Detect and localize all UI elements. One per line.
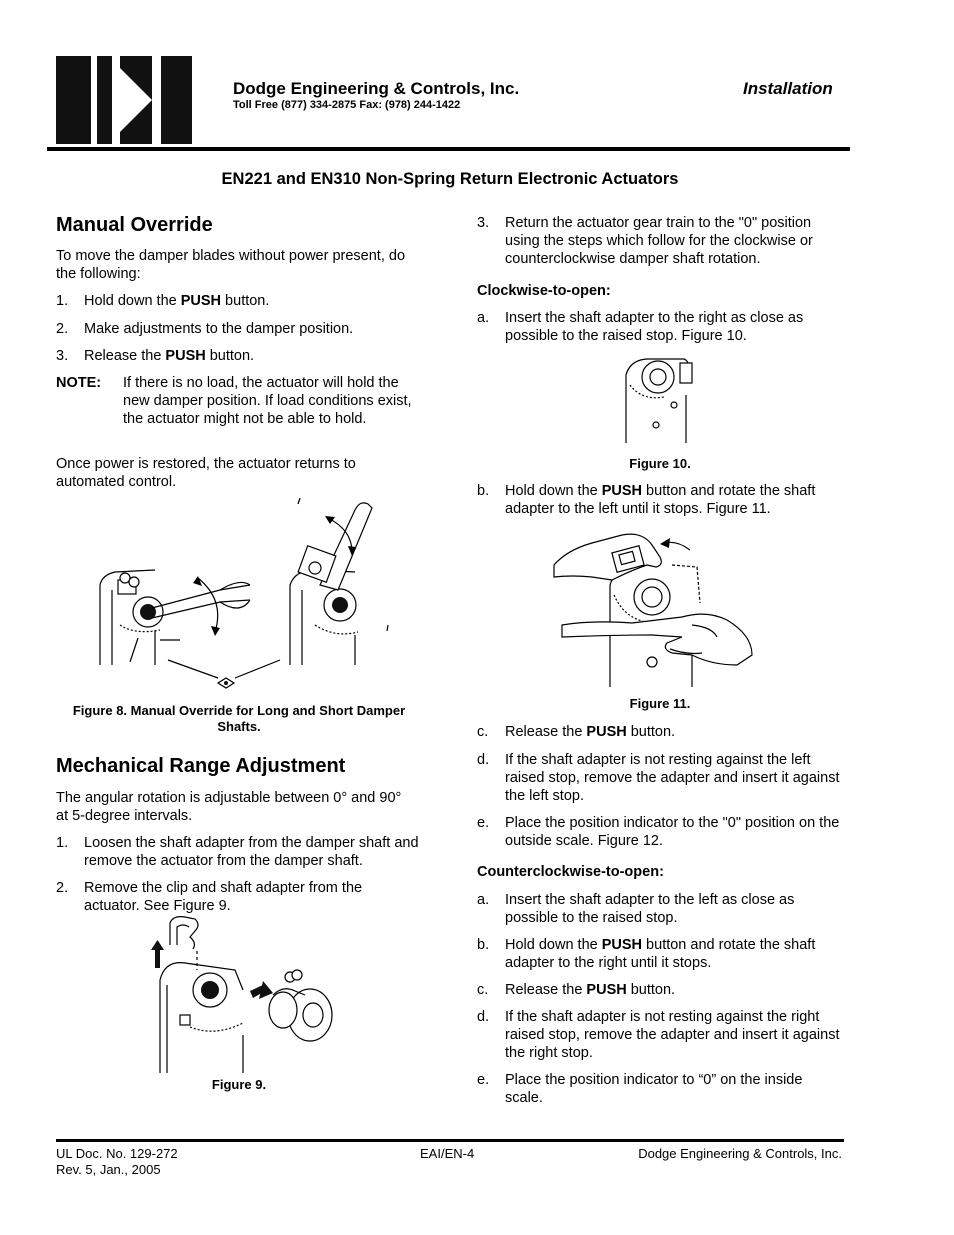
step-number: a. bbox=[477, 892, 490, 908]
figure-10-illustration bbox=[622, 355, 702, 445]
cw-step-b bbox=[477, 482, 847, 517]
footer-revision: Rev. 5, Jan., 2005 bbox=[56, 1162, 161, 1177]
step-number: a. bbox=[477, 310, 490, 326]
footer-code: EAI/EN-4 bbox=[420, 1146, 475, 1161]
step-number: d. bbox=[477, 752, 490, 768]
step-number: b. bbox=[477, 483, 490, 499]
cw-step-d bbox=[477, 751, 847, 804]
figure-9-illustration bbox=[145, 915, 345, 1075]
figure-10-caption: Figure 10. bbox=[629, 456, 691, 471]
step-number: c. bbox=[477, 982, 489, 998]
company-logo bbox=[56, 56, 192, 144]
note-text: If there is no load, the actuator will hold the new damper position. If load conditions exist, the actuator might not be able to hold. bbox=[123, 375, 412, 427]
contact-phone-fax: Toll Free (877) 334-2875 Fax: (978) 244-1422 bbox=[233, 99, 461, 111]
clockwise-to-open-label: Clockwise-to-open: bbox=[477, 283, 611, 299]
step-text: Hold down the PUSH button. bbox=[84, 293, 270, 309]
step-number: 2. bbox=[56, 880, 69, 896]
step-text: Make adjustments to the damper position. bbox=[84, 321, 354, 337]
step-number: 1. bbox=[56, 835, 69, 851]
footer-doc-number: UL Doc. No. 129-272 bbox=[56, 1146, 178, 1161]
step-text: Place the position indicator to “0” on the inside scale. bbox=[505, 1072, 803, 1106]
step-text: Place the position indicator to the "0" position on the outside scale. Figure 12. bbox=[505, 815, 840, 849]
manual-override-intro: To move the damper blades without power present, do the following: bbox=[56, 248, 406, 282]
cw-step-a bbox=[477, 309, 847, 344]
manual-override-outro: Once power is restored, the actuator returns to automated control. bbox=[56, 456, 356, 490]
step-number: e. bbox=[477, 1072, 490, 1088]
cw-step-e bbox=[477, 814, 847, 849]
step-text: Hold down the PUSH button and rotate the shaft adapter to the right until it stops. bbox=[505, 937, 816, 971]
step-text: Release the PUSH button. bbox=[505, 982, 676, 998]
mo-step-1 bbox=[56, 292, 270, 310]
footer-rule bbox=[56, 1139, 844, 1142]
section-label: Installation bbox=[743, 79, 833, 98]
mechanical-intro: The angular rotation is adjustable between 0° and 90° at 5-degree intervals. bbox=[56, 790, 402, 824]
header-rule bbox=[47, 147, 850, 151]
step-number: 1. bbox=[56, 293, 69, 309]
figure-11-caption: Figure 11. bbox=[629, 696, 691, 711]
step-number: 2. bbox=[56, 321, 69, 337]
step-text: Release the PUSH button. bbox=[84, 348, 255, 364]
step-number: b. bbox=[477, 937, 490, 953]
figure-8-caption: Figure 8. Manual Override for Long and Short Damper Shafts. bbox=[72, 703, 406, 734]
step-number: 3. bbox=[56, 348, 69, 364]
mo-step-2 bbox=[56, 320, 354, 338]
step-3 bbox=[477, 214, 847, 267]
mr-step-1 bbox=[56, 834, 426, 869]
counterclockwise-to-open-label: Counterclockwise-to-open: bbox=[477, 864, 664, 880]
document-title: EN221 and EN310 Non-Spring Return Electronic Actuators bbox=[221, 170, 679, 188]
ccw-step-d bbox=[477, 1008, 847, 1061]
figure-8-illustration bbox=[90, 490, 410, 690]
step-text: Hold down the PUSH button and rotate the shaft adapter to the left until it stops. Figure 11. bbox=[505, 483, 816, 517]
company-name: Dodge Engineering & Controls, Inc. bbox=[233, 79, 520, 98]
ccw-step-c bbox=[477, 981, 847, 999]
step-number: d. bbox=[477, 1009, 490, 1025]
note-label: NOTE: bbox=[56, 375, 102, 391]
mr-step-2 bbox=[56, 879, 426, 914]
heading-mechanical-range: Mechanical Range Adjustment bbox=[56, 755, 346, 777]
step-text: Insert the shaft adapter to the right as close as possible to the raised stop. Figure 10. bbox=[505, 310, 804, 344]
step-number: e. bbox=[477, 815, 490, 831]
ccw-step-e bbox=[477, 1071, 847, 1106]
step-number: 3. bbox=[477, 215, 490, 231]
footer-company: Dodge Engineering & Controls, Inc. bbox=[638, 1146, 842, 1161]
step-text: If the shaft adapter is not resting against the left raised stop, remove the adapter and insert it against the left stop. bbox=[505, 752, 840, 804]
step-text: Insert the shaft adapter to the left as close as possible to the raised stop. bbox=[505, 892, 795, 926]
figure-9-caption: Figure 9. bbox=[211, 1077, 267, 1092]
step-number: c. bbox=[477, 724, 489, 740]
heading-manual-override: Manual Override bbox=[56, 214, 213, 236]
step-text: If the shaft adapter is not resting against the right raised stop, remove the adapter and insert it against the right stop. bbox=[505, 1009, 840, 1061]
step-text: Return the actuator gear train to the "0" position using the steps which follow for the clockwise or counterclockwise damper shaft rotation. bbox=[505, 215, 813, 267]
figure-11-illustration bbox=[552, 525, 772, 690]
step-text: Release the PUSH button. bbox=[505, 724, 676, 740]
ccw-step-b bbox=[477, 936, 847, 971]
step-text: Loosen the shaft adapter from the damper shaft and remove the actuator from the damper shaft. bbox=[84, 835, 419, 869]
mo-step-3 bbox=[56, 347, 255, 365]
ccw-step-a bbox=[477, 891, 847, 926]
step-text: Remove the clip and shaft adapter from the actuator. See Figure 9. bbox=[84, 880, 363, 914]
cw-step-c bbox=[477, 723, 847, 741]
